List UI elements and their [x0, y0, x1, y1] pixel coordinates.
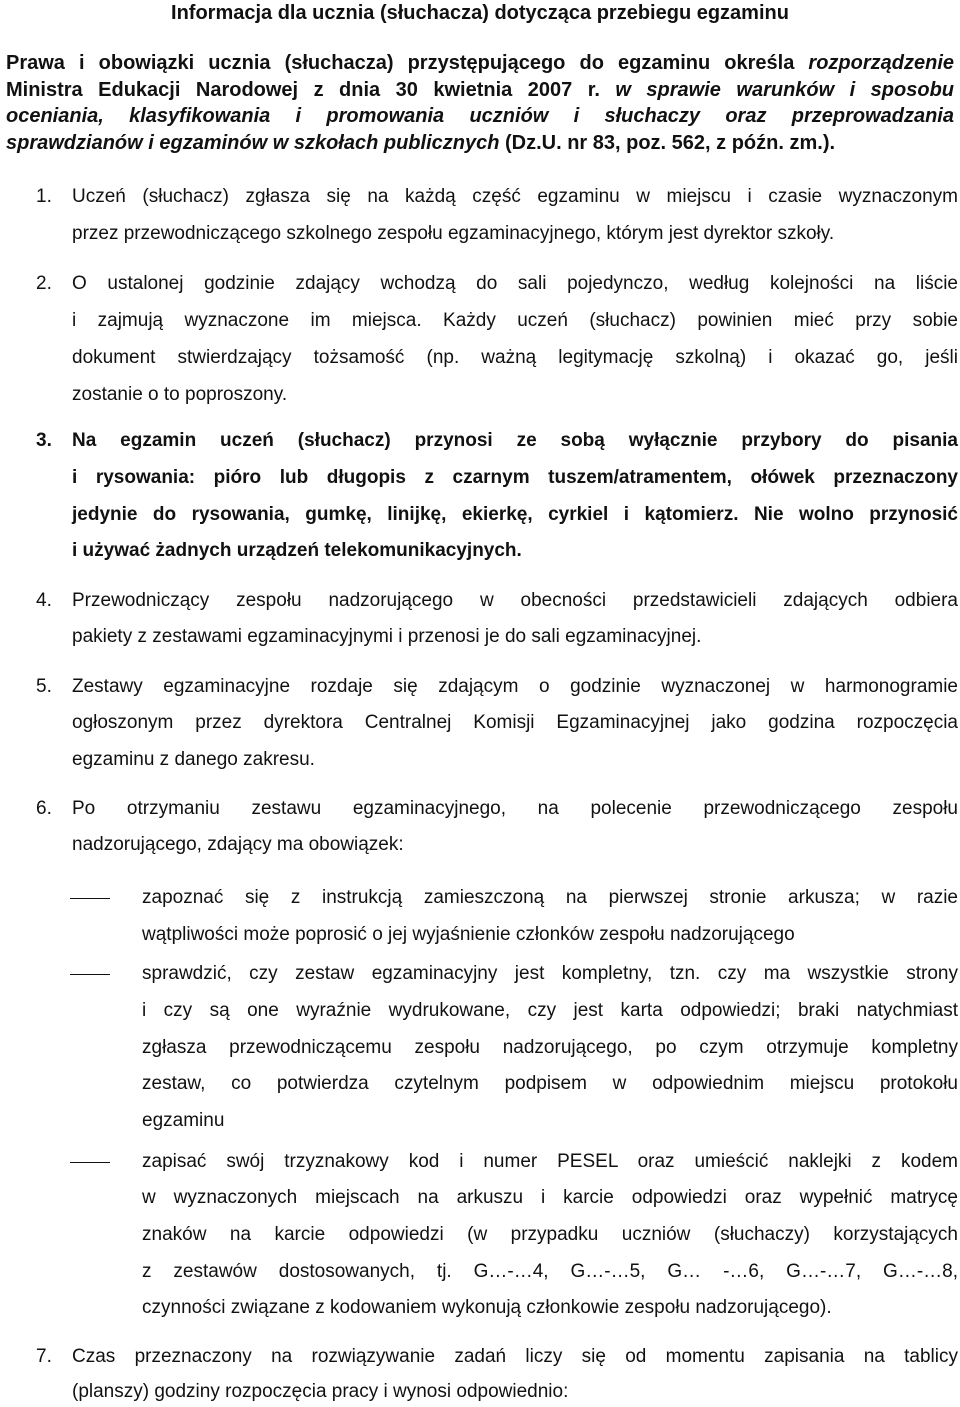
item-number: 3. [36, 430, 52, 451]
item-number: 2. [36, 273, 52, 294]
intro-line: Prawa i obowiązki ucznia (słuchacza) przystępującego do egzaminu określa rozporządzenie [6, 52, 954, 74]
item-number: 5. [36, 676, 52, 697]
item-line: pakiety z zestawami egzaminacyjnymi i przenosi je do sali egzaminacyjnej. [72, 626, 702, 647]
subitem-line: wątpliwości może poprosić o jej wyjaśnienie członków zespołu nadzorującego [142, 924, 795, 945]
item-line: Uczeń (słuchacz) zgłasza się na każdą część egzaminu w miejscu i czasie wyznaczonym [72, 186, 958, 207]
subitem-line: zapisać swój trzyznakowy kod i numer PESEL oraz umieścić naklejki z kodem [142, 1151, 958, 1172]
page-title: Informacja dla ucznia (słuchacza) dotycząca przebiegu egzaminu [171, 2, 789, 24]
item-line: i używać żadnych urządzeń telekomunikacyjnych. [72, 540, 522, 561]
item-line: i zajmują wyznaczone im miejsca. Każdy uczeń (słuchacz) powinien mieć przy sobie [72, 310, 958, 331]
subitem-line: z zestawów dostosowanych, tj. G…-…4, G…-…5, G… -…6, G…-…7, G…-…8, [142, 1261, 958, 1282]
item-line: jedynie do rysowania, gumkę, linijkę, ekierkę, cyrkiel i kątomierz. Nie wolno przynosić [72, 504, 958, 525]
subitem-line: zapoznać się z instrukcją zamieszczoną na pierwszej stronie arkusza; w razie [142, 887, 958, 908]
dash-bullet-icon [70, 974, 110, 975]
subitem-line: znaków na karcie odpowiedzi (w przypadku uczniów (słuchaczy) korzystających [142, 1224, 958, 1245]
intro-line: oceniania, klasyfikowania i promowania uczniów i słuchaczy oraz przeprowadzania [6, 105, 954, 127]
item-number: 4. [36, 590, 52, 611]
subitem-line: zgłasza przewodniczącemu zespołu nadzorującego, po czym otrzymuje kompletny [142, 1037, 958, 1058]
subitem-line: w wyznaczonych miejscach na arkuszu i karcie odpowiedzi oraz wypełnić matrycę [142, 1187, 958, 1208]
item-number: 7. [36, 1346, 52, 1367]
item-line: egzaminu z danego zakresu. [72, 749, 315, 770]
item-line: ogłoszonym przez dyrektora Centralnej Komisji Egzaminacyjnej jako godzina rozpoczęcia [72, 712, 958, 733]
item-line: i rysowania: pióro lub długopis z czarnym tuszem/atramentem, ołówek przeznaczony [72, 467, 958, 488]
item-line: O ustalonej godzinie zdający wchodzą do sali pojedynczo, według kolejności na liście [72, 273, 958, 294]
item-line: Po otrzymaniu zestawu egzaminacyjnego, na polecenie przewodniczącego zespołu [72, 798, 958, 819]
dash-bullet-icon [70, 898, 110, 899]
item-number: 1. [36, 186, 52, 207]
item-line: przez przewodniczącego szkolnego zespołu egzaminacyjnego, którym jest dyrektor szkoły. [72, 223, 835, 244]
subitem-line: i czy są one wyraźnie wydrukowane, czy jest karta odpowiedzi; braki natychmiast [142, 1000, 958, 1021]
subitem-line: egzaminu [142, 1110, 225, 1131]
subitem-line: sprawdzić, czy zestaw egzaminacyjny jest kompletny, tzn. czy ma wszystkie strony [142, 963, 958, 984]
item-line: nadzorującego, zdający ma obowiązek: [72, 834, 404, 855]
item-line: dokument stwierdzający tożsamość (np. ważną legitymację szkolną) i okazać go, jeśli [72, 347, 958, 368]
item-line: (planszy) godziny rozpoczęcia pracy i wynosi odpowiednio: [72, 1381, 569, 1402]
subitem-line: zestaw, co potwierdza czytelnym podpisem w odpowiednim miejscu protokołu [142, 1073, 958, 1094]
item-line: Czas przeznaczony na rozwiązywanie zadań liczy się od momentu zapisania na tablicy [72, 1346, 958, 1367]
intro-line: sprawdzianów i egzaminów w szkołach publicznych (Dz.U. nr 83, poz. 562, z późn. zm.). [6, 131, 836, 154]
item-number: 6. [36, 798, 52, 819]
item-line: Zestawy egzaminacyjne rozdaje się zdającym o godzinie wyznaczonej w harmonogramie [72, 676, 958, 697]
intro-line: Ministra Edukacji Narodowej z dnia 30 kwietnia 2007 r. w sprawie warunków i sposobu [6, 78, 955, 101]
item-line: zostanie o to poproszony. [72, 384, 288, 405]
subitem-line: czynności związane z kodowaniem wykonują członkowie zespołu nadzorującego). [142, 1297, 832, 1318]
item-line: Przewodniczący zespołu nadzorującego w obecności przedstawicieli zdających odbiera [72, 590, 958, 611]
item-line: Na egzamin uczeń (słuchacz) przynosi ze sobą wyłącznie przybory do pisania [72, 430, 958, 451]
dash-bullet-icon [70, 1162, 110, 1163]
intro-paragraph [6, 50, 954, 156]
